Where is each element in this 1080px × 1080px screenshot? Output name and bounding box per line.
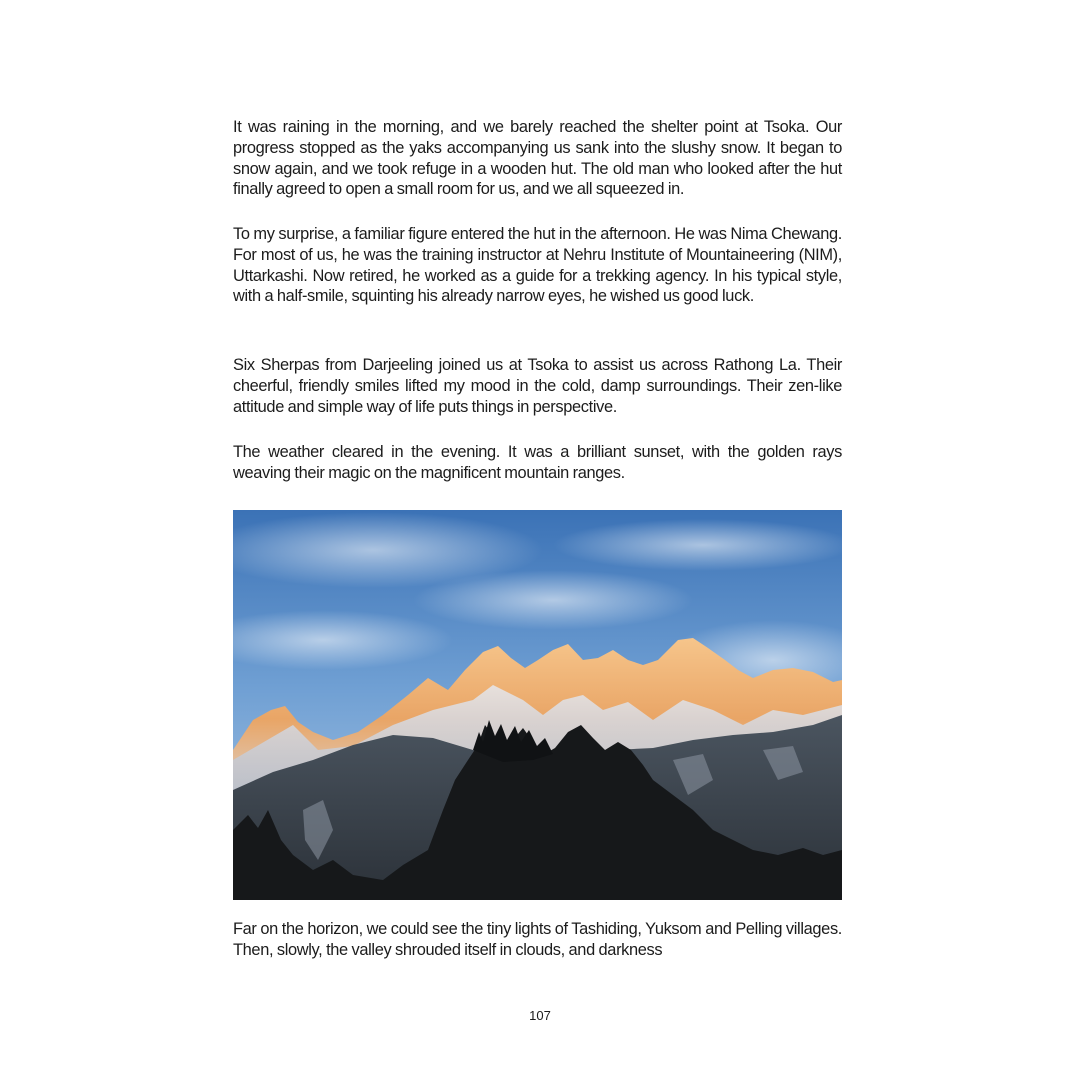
paragraph-evening-weather: The weather cleared in the evening. It was a brilliant sunset, with the golden rays weaving their magic on the magnificent mountain ranges. (233, 443, 842, 482)
cloud (413, 570, 693, 630)
paragraph-tsoka-arrival: It was raining in the morning, and we barely reached the shelter point at Tsoka. Our progress stopped as the yaks accompanying us sank into the slushy snow. It began to snow again, and we took refuge in a wooden hut. The old man who looked after the hut finally agreed to open a small room for us, and we all squeezed in. (233, 118, 842, 199)
paragraph-nima-chewang: To my surprise, a familiar figure entered the hut in the afternoon. He was Nima Chewang. For most of us, he was the training instructor at Nehru Institute of Mountaineering (NIM), Uttarkashi. Now retired, he worked as a guide for a trekking agency. In his typical style, with a half-smile, squinting his already narrow eyes, he wished us good luck. (233, 225, 842, 306)
cloud (553, 519, 842, 571)
page-number: 107 (529, 1008, 551, 1023)
paragraph-sherpas: Six Sherpas from Darjeeling joined us at Tsoka to assist us across Rathong La. Their cheerful, friendly smiles lifted my mood in the cold, damp surroundings. Their zen-like attitude and simple way of life puts things in perspective. (233, 356, 842, 416)
mountain-sunset-photo (233, 510, 842, 900)
paragraph-horizon-lights: Far on the horizon, we could see the tiny lights of Tashiding, Yuksom and Pelling villages. Then, slowly, the valley shrouded itself in clouds, and darkness (233, 920, 842, 959)
